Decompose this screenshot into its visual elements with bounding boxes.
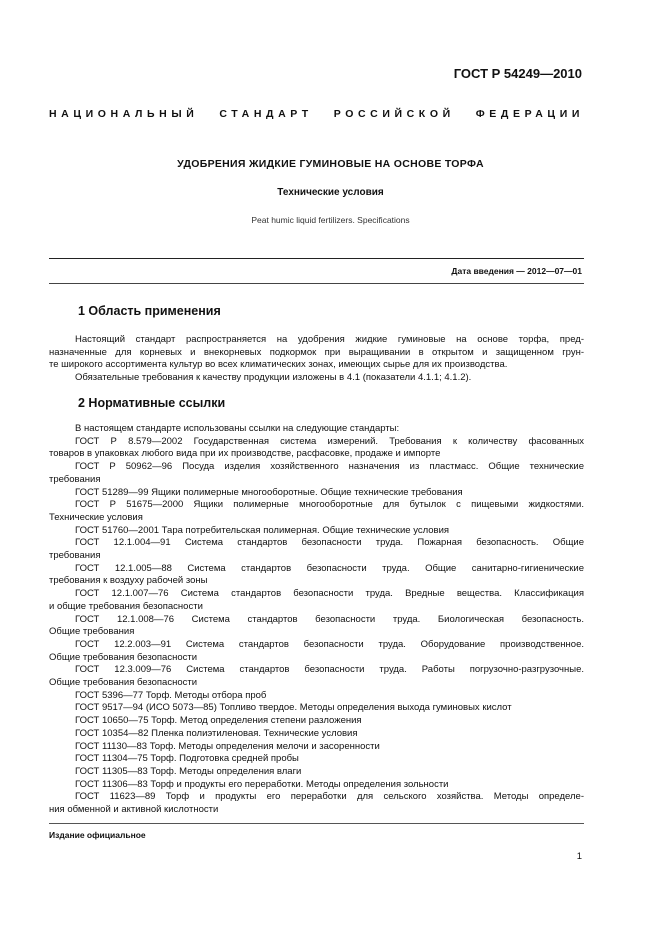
reference-line: Общие требования xyxy=(49,626,135,638)
page-number: 1 xyxy=(576,851,582,862)
reference-line: ГОСТ 11304—75 Торф. Подготовка средней пробы xyxy=(75,753,299,765)
section-2-body xyxy=(49,423,584,817)
paragraph-line: Обязательные требования к качеству продукции изложены в 4.1 (показатели 4.1.1; 4.1.2). xyxy=(75,372,472,384)
reference-line: и общие требования безопасности xyxy=(49,600,203,612)
reference-line: ГОСТ Р 50962—96 Посуда изделия хозяйственного назначения из пластмасс. Общие технические xyxy=(75,461,584,473)
reference-line: ГОСТ 11305—83 Торф. Методы определения влаги xyxy=(75,765,302,777)
reference-line: Общие требования безопасности xyxy=(49,651,198,663)
reference-line: ГОСТ 12.1.005—88 Система стандартов безопасности труда. Общие санитарно-гигиенические xyxy=(75,562,584,574)
reference-line: ГОСТ 12.1.004—91 Система стандартов безопасности труда. Пожарная безопасность. Общие xyxy=(75,537,584,549)
section-2-heading: 2 Нормативные ссылки xyxy=(78,396,226,410)
reference-line: требования к воздуху рабочей зоны xyxy=(49,575,208,587)
national-standard-word: НАЦИОНАЛЬНЫЙ xyxy=(49,108,199,120)
official-edition-label: Издание официальное xyxy=(49,830,146,840)
reference-line: ГОСТ 51760—2001 Тара потребительская полимерная. Общие технические условия xyxy=(75,524,450,536)
top-divider xyxy=(49,258,584,259)
document-subtitle: Технические условия xyxy=(277,187,384,198)
reference-line: ния обменной и активной кислотности xyxy=(49,804,219,816)
reference-line: ГОСТ 12.1.008—76 Система стандартов безопасности труда. Биологическая безопасность. xyxy=(75,613,584,625)
reference-line: требования xyxy=(49,550,101,562)
section-1-body xyxy=(49,334,584,385)
reference-line: товаров в упаковках любого вида при их производстве, расфасовке, продаже и импорте xyxy=(49,448,441,460)
reference-line: ГОСТ Р 51675—2000 Ящики полимерные многооборотные для бутылок с пищевыми жидкостями. xyxy=(75,499,584,511)
reference-line: ГОСТ 10354—82 Пленка полиэтиленовая. Технические условия xyxy=(75,727,358,739)
reference-line: ГОСТ 12.3.009—76 Система стандартов безопасности труда. Работы погрузочно-разгрузочные. xyxy=(75,664,584,676)
reference-line: ГОСТ Р 8.579—2002 Государственная система измерений. Требования к количеству фасованных xyxy=(75,435,584,447)
reference-line: ГОСТ 51289—99 Ящики полимерные многооборотные. Общие технические требования xyxy=(75,486,463,498)
introduction-date: Дата введения — 2012—07—01 xyxy=(451,266,582,276)
national-standard-word: СТАНДАРТ xyxy=(219,108,313,120)
reference-line: ГОСТ 12.2.003—91 Система стандартов безопасности труда. Оборудование производственное. xyxy=(75,638,584,650)
paragraph-line: Настоящий стандарт распространяется на удобрения жидкие гуминовые на основе торфа, пред- xyxy=(75,334,584,345)
national-standard-line xyxy=(49,108,584,120)
reference-line: ГОСТ 11306—83 Торф и продукты его переработки. Методы определения зольности xyxy=(75,778,449,790)
reference-line: Технические условия xyxy=(49,511,143,523)
reference-line: Общие требования безопасности xyxy=(49,677,198,689)
reference-line: В настоящем стандарте использованы ссылки на следующие стандарты: xyxy=(75,423,400,434)
reference-line: ГОСТ 11130—83 Торф. Методы определения мелочи и засоренности xyxy=(75,740,380,752)
reference-line: требования xyxy=(49,473,101,485)
footer-divider xyxy=(49,823,584,824)
paragraph-line: назначенные для корневых и внекорневых подкормок при выращивании в открытом и защищенном грун- xyxy=(49,346,584,358)
document-title: УДОБРЕНИЯ ЖИДКИЕ ГУМИНОВЫЕ НА ОСНОВЕ ТОРФА xyxy=(177,158,484,170)
document-number: ГОСТ Р 54249—2010 xyxy=(453,66,582,81)
reference-line: ГОСТ 9517—94 (ИСО 5073—85) Топливо твердое. Методы определения выхода гуминовых кислот xyxy=(75,702,512,714)
paragraph-line: те широкого ассортимента культур во всех климатических зонах, имеющих сырье для их производства. xyxy=(49,359,508,371)
reference-line: ГОСТ 10650—75 Торф. Метод определения степени разложения xyxy=(75,715,362,727)
english-title: Peat humic liquid fertilizers. Specifications xyxy=(251,215,410,225)
national-standard-word: ФЕДЕРАЦИИ xyxy=(475,108,584,120)
reference-line: ГОСТ 11623—89 Торф и продукты его переработки для сельского хозяйства. Методы определе- xyxy=(75,791,584,803)
national-standard-word: РОССИЙСКОЙ xyxy=(333,108,455,120)
date-divider xyxy=(49,283,584,284)
section-1-heading: 1 Область применения xyxy=(78,304,221,318)
reference-line: ГОСТ 12.1.007—76 Система стандартов безопасности труда. Вредные вещества. Классификация xyxy=(75,588,584,600)
reference-line: ГОСТ 5396—77 Торф. Методы отбора проб xyxy=(75,689,267,701)
